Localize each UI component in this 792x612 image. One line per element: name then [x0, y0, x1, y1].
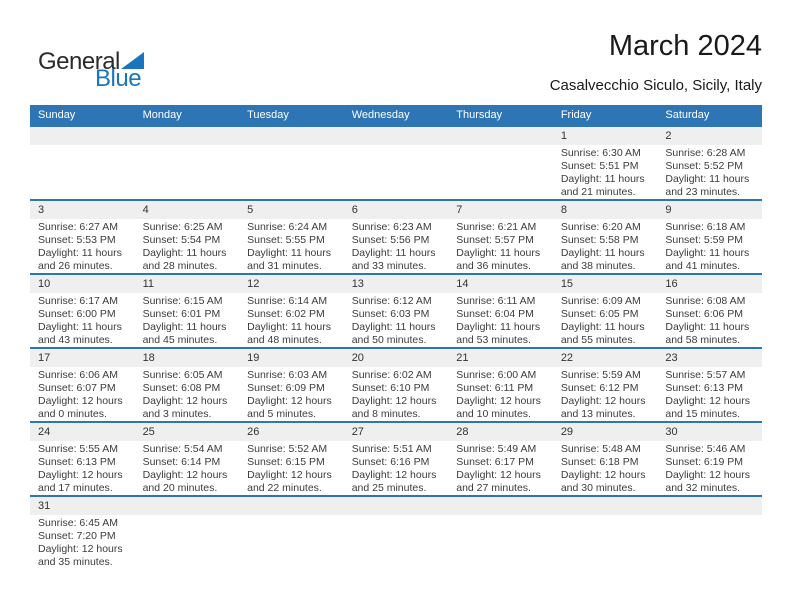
- daylight-text-line1: Daylight: 11 hours: [665, 247, 750, 259]
- week-body: [30, 441, 762, 495]
- sunrise-text: Sunrise: 6:02 AM: [351, 369, 432, 381]
- sunset-text: Sunset: 5:58 PM: [560, 234, 639, 246]
- daylight-text-line2: and 38 minutes.: [560, 260, 636, 272]
- sunrise-text: Sunrise: 6:45 AM: [38, 517, 118, 529]
- daylight-text-line1: Daylight: 12 hours: [456, 469, 541, 481]
- sunrise-text: Sunrise: 6:23 AM: [351, 221, 432, 233]
- sunset-text: Sunset: 5:53 PM: [38, 234, 116, 246]
- sunrise-text: Sunrise: 6:15 AM: [142, 295, 223, 307]
- day-cell: [448, 219, 553, 273]
- sunset-text: Sunset: 5:55 PM: [247, 234, 325, 246]
- sunrise-text: Sunrise: 6:24 AM: [247, 221, 328, 233]
- day-number: 28: [456, 426, 469, 438]
- day-cell: [448, 441, 553, 495]
- daylight-text-line1: Daylight: 12 hours: [247, 395, 332, 407]
- daylight-text-line2: and 32 minutes.: [665, 482, 741, 494]
- day-number: 25: [142, 426, 155, 438]
- daylight-text-line1: Daylight: 11 hours: [351, 247, 436, 259]
- daylight-text-line1: Daylight: 12 hours: [142, 469, 228, 481]
- daylight-text-line2: and 53 minutes.: [456, 334, 531, 346]
- sunrise-text: Sunrise: 6:05 AM: [142, 369, 223, 381]
- daylight-text-line2: and 58 minutes.: [665, 334, 741, 346]
- daylight-text-line2: and 45 minutes.: [142, 334, 218, 346]
- daylight-text-line2: and 31 minutes.: [247, 260, 322, 272]
- day-cell: [135, 367, 240, 421]
- daylight-text-line1: Daylight: 11 hours: [38, 247, 122, 259]
- sunset-text: Sunset: 5:51 PM: [560, 160, 639, 172]
- week-row: [30, 273, 762, 347]
- week-body: [30, 293, 762, 347]
- daylight-text-line1: Daylight: 11 hours: [665, 173, 750, 185]
- daylight-text-line2: and 33 minutes.: [351, 260, 427, 272]
- daylight-text-line1: Daylight: 12 hours: [247, 469, 332, 481]
- sunset-text: Sunset: 5:52 PM: [665, 160, 744, 172]
- empty-day-cell: [135, 145, 240, 199]
- daylight-text-line1: Daylight: 12 hours: [665, 469, 751, 481]
- day-cell: [30, 367, 135, 421]
- day-number: 19: [247, 352, 260, 364]
- day-number: 16: [665, 278, 678, 290]
- daylight-text-line1: Daylight: 11 hours: [456, 321, 541, 333]
- daylight-text-line1: Daylight: 12 hours: [560, 395, 646, 407]
- empty-day-number: [657, 497, 762, 515]
- week-body: [30, 219, 762, 273]
- daylight-text-line2: and 15 minutes.: [665, 408, 741, 420]
- daylight-text-line1: Daylight: 11 hours: [665, 321, 750, 333]
- week-row: [30, 125, 762, 199]
- sunrise-text: Sunrise: 5:49 AM: [456, 443, 537, 455]
- sunrise-text: Sunrise: 5:59 AM: [560, 369, 641, 381]
- day-number: 30: [665, 426, 678, 438]
- sunset-text: Sunset: 6:04 PM: [456, 308, 534, 320]
- day-number: 13: [351, 278, 364, 290]
- daylight-text-line1: Daylight: 11 hours: [142, 247, 227, 259]
- sunset-text: Sunset: 6:15 PM: [247, 456, 325, 468]
- empty-day-number: [448, 497, 553, 515]
- daylight-text-line1: Daylight: 12 hours: [38, 543, 123, 555]
- daylight-text-line2: and 55 minutes.: [560, 334, 636, 346]
- sunrise-text: Sunrise: 6:08 AM: [665, 295, 746, 307]
- sunrise-text: Sunrise: 6:06 AM: [38, 369, 118, 381]
- empty-day-cell: [448, 515, 553, 569]
- day-cell: [657, 367, 762, 421]
- day-number: 11: [142, 278, 154, 290]
- daylight-text-line2: and 50 minutes.: [351, 334, 427, 346]
- daylight-text-line2: and 0 minutes.: [38, 408, 107, 420]
- empty-day-number: [553, 497, 658, 515]
- logo-general-text: General: [38, 48, 120, 75]
- sunrise-text: Sunrise: 6:27 AM: [38, 221, 118, 233]
- empty-day-number: [344, 497, 449, 515]
- day-number: 1: [560, 130, 567, 142]
- day-number: 5: [247, 204, 254, 216]
- sunrise-text: Sunrise: 6:18 AM: [665, 221, 746, 233]
- day-cell: [657, 145, 762, 199]
- day-cell: [239, 219, 344, 273]
- day-cell: [135, 219, 240, 273]
- sunset-text: Sunset: 6:11 PM: [456, 382, 534, 394]
- day-number: 10: [38, 278, 51, 290]
- day-number: 6: [351, 204, 358, 216]
- sunrise-text: Sunrise: 5:57 AM: [665, 369, 746, 381]
- day-cell: [553, 293, 658, 347]
- day-cell: [553, 219, 658, 273]
- daylight-text-line2: and 28 minutes.: [142, 260, 218, 272]
- empty-day-cell: [553, 515, 658, 569]
- daylight-text-line1: Daylight: 12 hours: [351, 469, 437, 481]
- empty-day-cell: [657, 515, 762, 569]
- daylight-text-line2: and 13 minutes.: [560, 408, 636, 420]
- day-cell: [657, 441, 762, 495]
- day-number: 4: [142, 204, 149, 216]
- general-blue-logo: [38, 50, 144, 91]
- daylight-text-line1: Daylight: 12 hours: [38, 469, 123, 481]
- day-number: 17: [38, 352, 51, 364]
- day-number: 18: [142, 352, 155, 364]
- sunset-text: Sunset: 6:05 PM: [560, 308, 639, 320]
- day-cell: [135, 441, 240, 495]
- day-number: 2: [665, 130, 672, 142]
- sunset-text: Sunset: 6:10 PM: [351, 382, 430, 394]
- daylight-text-line1: Daylight: 12 hours: [142, 395, 228, 407]
- weekday-header-thursday: Thursday: [456, 109, 503, 121]
- day-number-strip: [30, 201, 762, 219]
- daylight-text-line1: Daylight: 12 hours: [38, 395, 123, 407]
- weekday-header-sunday: Sunday: [38, 109, 76, 121]
- sunrise-text: Sunrise: 5:51 AM: [351, 443, 432, 455]
- daylight-text-line2: and 27 minutes.: [456, 482, 531, 494]
- day-cell: [344, 367, 449, 421]
- day-number: 22: [560, 352, 574, 364]
- sunrise-text: Sunrise: 6:30 AM: [560, 147, 641, 159]
- sunset-text: Sunset: 6:06 PM: [665, 308, 744, 320]
- page-title: March 2024: [608, 30, 762, 62]
- day-number: 29: [560, 426, 574, 438]
- empty-day-number: [239, 497, 344, 515]
- day-cell: [553, 367, 658, 421]
- day-cell: [239, 293, 344, 347]
- sunrise-text: Sunrise: 6:11 AM: [456, 295, 536, 307]
- sunset-text: Sunset: 5:54 PM: [142, 234, 221, 246]
- sunset-text: Sunset: 7:20 PM: [38, 530, 116, 542]
- daylight-text-line2: and 26 minutes.: [38, 260, 113, 272]
- daylight-text-line1: Daylight: 12 hours: [560, 469, 646, 481]
- sunset-text: Sunset: 6:14 PM: [142, 456, 221, 468]
- sunrise-text: Sunrise: 6:20 AM: [560, 221, 641, 233]
- day-cell: [553, 145, 658, 199]
- day-number-strip: [30, 349, 762, 367]
- day-number: 27: [351, 426, 364, 438]
- day-number: 24: [38, 426, 51, 438]
- sunrise-text: Sunrise: 6:12 AM: [351, 295, 432, 307]
- daylight-text-line2: and 20 minutes.: [142, 482, 218, 494]
- day-cell: [30, 219, 135, 273]
- sunset-text: Sunset: 6:12 PM: [560, 382, 639, 394]
- day-cell: [135, 293, 240, 347]
- weekday-header-row: [30, 105, 762, 125]
- weekday-header-wednesday: Wednesday: [351, 109, 410, 121]
- day-cell: [30, 293, 135, 347]
- daylight-text-line2: and 23 minutes.: [665, 186, 741, 198]
- empty-day-cell: [344, 515, 449, 569]
- day-cell: [239, 367, 344, 421]
- daylight-text-line1: Daylight: 11 hours: [247, 321, 331, 333]
- empty-day-cell: [239, 515, 344, 569]
- weekday-header-saturday: Saturday: [665, 109, 710, 121]
- daylight-text-line2: and 10 minutes.: [456, 408, 531, 420]
- day-number: 7: [456, 204, 463, 216]
- week-row: [30, 495, 762, 569]
- sunset-text: Sunset: 6:00 PM: [38, 308, 116, 320]
- logo-blue-text: Blue: [95, 65, 142, 92]
- empty-day-cell: [30, 145, 135, 199]
- sunset-text: Sunset: 6:16 PM: [351, 456, 430, 468]
- daylight-text-line2: and 21 minutes.: [560, 186, 636, 198]
- sunset-text: Sunset: 6:09 PM: [247, 382, 325, 394]
- daylight-text-line2: and 25 minutes.: [351, 482, 427, 494]
- day-number: 21: [456, 352, 469, 364]
- week-row: [30, 421, 762, 495]
- day-number: 9: [665, 204, 672, 216]
- empty-day-number: [30, 127, 135, 145]
- weekday-header-friday: Friday: [560, 109, 592, 121]
- daylight-text-line1: Daylight: 11 hours: [560, 321, 645, 333]
- sunset-text: Sunset: 5:56 PM: [351, 234, 430, 246]
- sunrise-text: Sunrise: 5:46 AM: [665, 443, 746, 455]
- day-cell: [344, 293, 449, 347]
- sunrise-text: Sunrise: 6:09 AM: [560, 295, 641, 307]
- empty-day-cell: [239, 145, 344, 199]
- sunset-text: Sunset: 6:17 PM: [456, 456, 534, 468]
- sunset-text: Sunset: 6:02 PM: [247, 308, 325, 320]
- sunset-text: Sunset: 6:19 PM: [665, 456, 744, 468]
- sunrise-text: Sunrise: 6:00 AM: [456, 369, 537, 381]
- day-cell: [344, 441, 449, 495]
- sunset-text: Sunset: 6:03 PM: [351, 308, 430, 320]
- daylight-text-line1: Daylight: 11 hours: [247, 247, 331, 259]
- daylight-text-line2: and 36 minutes.: [456, 260, 531, 272]
- sunrise-text: Sunrise: 6:28 AM: [665, 147, 746, 159]
- sunrise-text: Sunrise: 5:55 AM: [38, 443, 118, 455]
- day-number-strip: [30, 423, 762, 441]
- day-number: 23: [665, 352, 678, 364]
- empty-day-number: [344, 127, 449, 145]
- day-number: 12: [247, 278, 260, 290]
- daylight-text-line2: and 8 minutes.: [351, 408, 421, 420]
- day-cell: [344, 219, 449, 273]
- week-row: [30, 199, 762, 273]
- daylight-text-line1: Daylight: 11 hours: [351, 321, 436, 333]
- daylight-text-line2: and 48 minutes.: [247, 334, 322, 346]
- day-cell: [448, 293, 553, 347]
- sunset-text: Sunset: 5:59 PM: [665, 234, 744, 246]
- daylight-text-line1: Daylight: 11 hours: [456, 247, 541, 259]
- daylight-text-line1: Daylight: 11 hours: [142, 321, 227, 333]
- day-number-strip: [30, 497, 762, 515]
- day-number: 15: [560, 278, 574, 290]
- week-body: [30, 515, 762, 569]
- sunset-text: Sunset: 5:57 PM: [456, 234, 534, 246]
- daylight-text-line2: and 35 minutes.: [38, 556, 113, 568]
- day-cell: [239, 441, 344, 495]
- day-number: 20: [351, 352, 364, 364]
- daylight-text-line1: Daylight: 12 hours: [456, 395, 541, 407]
- day-number: 3: [38, 204, 45, 216]
- daylight-text-line1: Daylight: 12 hours: [665, 395, 751, 407]
- empty-day-cell: [135, 515, 240, 569]
- sunrise-text: Sunrise: 6:25 AM: [142, 221, 223, 233]
- daylight-text-line2: and 3 minutes.: [142, 408, 212, 420]
- daylight-text-line1: Daylight: 11 hours: [560, 173, 645, 185]
- sunrise-text: Sunrise: 6:17 AM: [38, 295, 118, 307]
- day-number: 26: [247, 426, 260, 438]
- empty-day-number: [135, 497, 240, 515]
- daylight-text-line2: and 30 minutes.: [560, 482, 636, 494]
- day-number-strip: [30, 127, 762, 145]
- day-number: 8: [560, 204, 567, 216]
- empty-day-number: [448, 127, 553, 145]
- daylight-text-line1: Daylight: 11 hours: [560, 247, 645, 259]
- sunset-text: Sunset: 6:08 PM: [142, 382, 221, 394]
- empty-day-number: [239, 127, 344, 145]
- empty-day-number: [135, 127, 240, 145]
- empty-day-cell: [448, 145, 553, 199]
- sunset-text: Sunset: 6:13 PM: [38, 456, 116, 468]
- daylight-text-line1: Daylight: 12 hours: [351, 395, 437, 407]
- daylight-text-line2: and 17 minutes.: [38, 482, 113, 494]
- sunrise-text: Sunrise: 5:52 AM: [247, 443, 328, 455]
- day-number-strip: [30, 275, 762, 293]
- daylight-text-line2: and 5 minutes.: [247, 408, 317, 420]
- sunrise-text: Sunrise: 5:54 AM: [142, 443, 223, 455]
- empty-day-cell: [344, 145, 449, 199]
- day-number: 31: [38, 500, 51, 512]
- daylight-text-line2: and 41 minutes.: [665, 260, 741, 272]
- weekday-header-tuesday: Tuesday: [247, 109, 289, 121]
- day-cell: [657, 219, 762, 273]
- sunset-text: Sunset: 6:18 PM: [560, 456, 639, 468]
- weekday-header-monday: Monday: [142, 109, 182, 121]
- day-cell: [30, 441, 135, 495]
- week-row: [30, 347, 762, 421]
- sunset-text: Sunset: 6:13 PM: [665, 382, 744, 394]
- day-cell: [448, 367, 553, 421]
- page-subtitle: Casalvecchio Siculo, Sicily, Italy: [549, 77, 762, 94]
- calendar-table: [30, 105, 762, 569]
- daylight-text-line2: and 43 minutes.: [38, 334, 113, 346]
- sunrise-text: Sunrise: 6:03 AM: [247, 369, 328, 381]
- day-cell: [553, 441, 658, 495]
- day-cell: [30, 515, 135, 569]
- sunset-text: Sunset: 6:07 PM: [38, 382, 116, 394]
- sunrise-text: Sunrise: 5:48 AM: [560, 443, 641, 455]
- day-cell: [657, 293, 762, 347]
- day-number: 14: [456, 278, 469, 290]
- daylight-text-line2: and 22 minutes.: [247, 482, 322, 494]
- daylight-text-line1: Daylight: 11 hours: [38, 321, 122, 333]
- week-body: [30, 367, 762, 421]
- week-body: [30, 145, 762, 199]
- calendar-weeks: [30, 125, 762, 569]
- sunrise-text: Sunrise: 6:21 AM: [456, 221, 537, 233]
- sunrise-text: Sunrise: 6:14 AM: [247, 295, 328, 307]
- sunset-text: Sunset: 6:01 PM: [142, 308, 221, 320]
